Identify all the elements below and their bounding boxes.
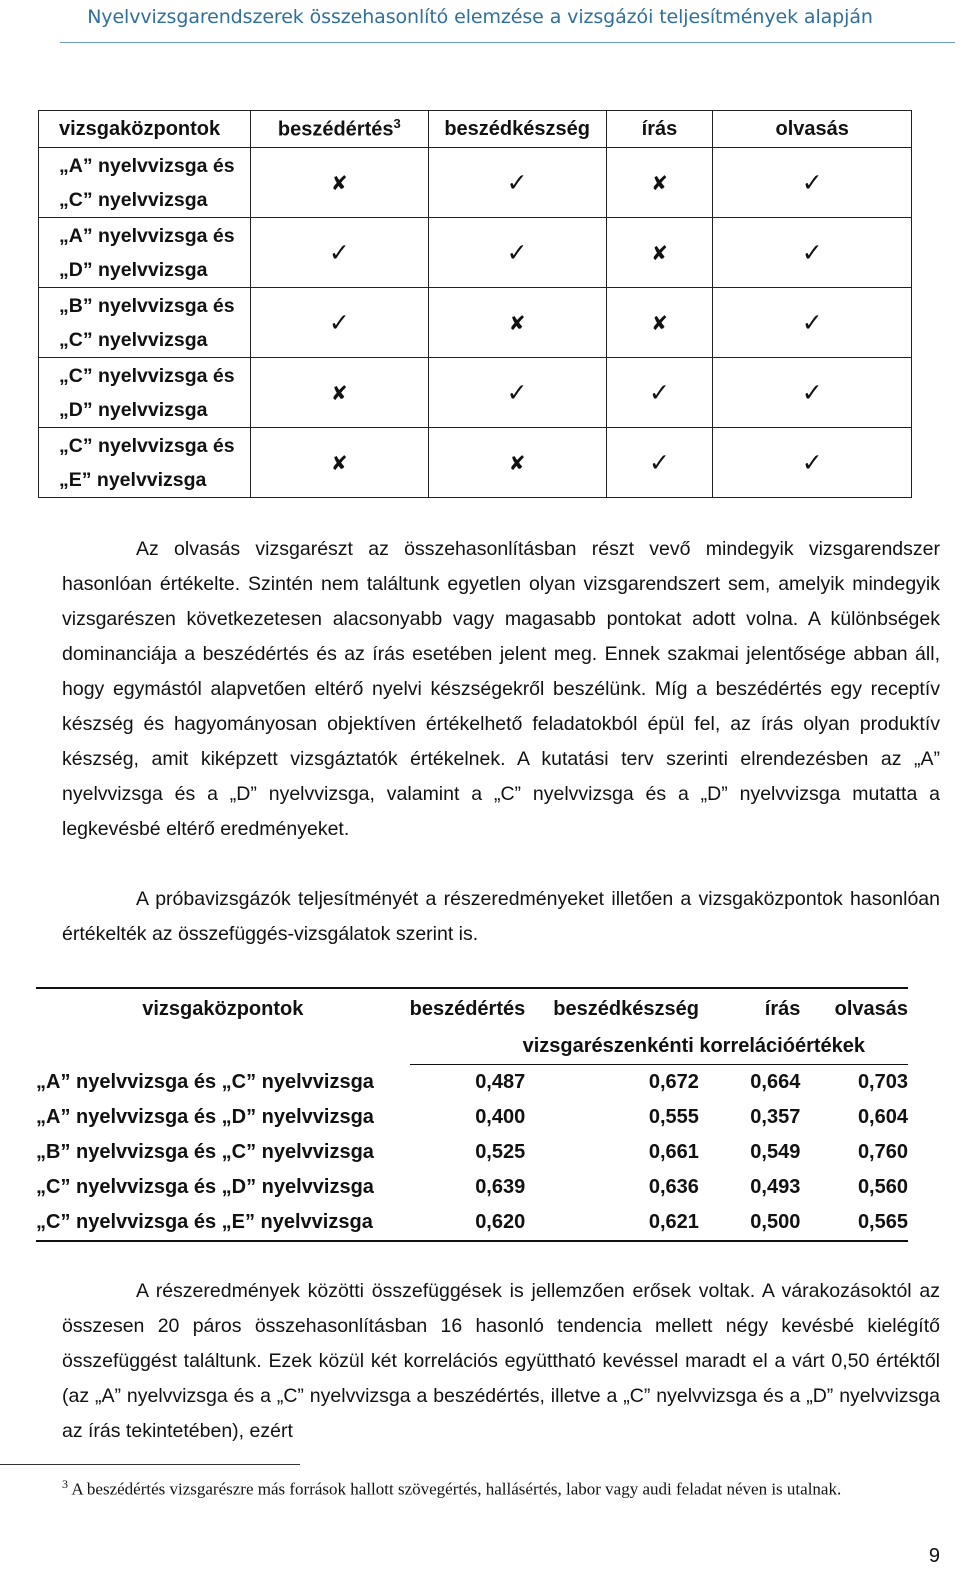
check-icon: ✓: [506, 377, 528, 407]
paragraph-1: Az olvasás vizsgarészt az összehasonlításban részt vevő mindegyik vizsgarendszer hasonlóan értékelte. Szintén nem találtunk egyetlen olyan vizsgarendszert sem, amelyik mindegyik vizsgarészen következetesen alacsonyabb vagy magasabb pontokat adott volna. A különbségek dominanciája a beszédértés és az írás esetében jelent meg. Ennek szakmai jelentősége abban áll, hogy egymástól alapvetően eltérő nyelvi készségekről beszélünk. Míg a beszédértés egy receptív készség és hagyományosan objektíven értékelhető feladatokból épül fel, az írás olyan produktív készség, amit kiképzett vizsgáztatók értékelnek. A kutatási terv szerinti elrendezésben az „A” nyelvvizsga és a „D” nyelvvizsga, valamint a „C” nyelvvizsga és a „D” nyelvvizsga mutatta a legkevésbé eltérő eredményeket.: [62, 538, 940, 840]
table2-row-label: „A” nyelvvizsga és „C” nyelvvizsga: [36, 1070, 374, 1093]
table2-value-cell: 0,400: [475, 1106, 526, 1128]
table2-value-cell: 0,661: [648, 1141, 699, 1163]
table1-row: [39, 148, 912, 218]
table1-row-label: [39, 218, 251, 288]
table1-header-listening: [250, 111, 428, 148]
table1-row: [39, 218, 912, 288]
skills-comparison-table: [38, 110, 912, 498]
table1-mark-cell: [428, 358, 606, 428]
footnote-text: A beszédértés vizsgarészre más források hallott szövegértés, hallásértés, labor vagy audi feladat néven is utalnak.: [71, 1479, 842, 1499]
table2-header-writing: írás: [699, 988, 800, 1029]
cross-icon: ✘: [651, 241, 668, 265]
table1-mark-cell: [606, 358, 713, 428]
cross-icon: ✘: [330, 451, 348, 475]
header-title: Nyelvvizsgarendszerek összehasonlító elemzése a vizsgázói teljesítmények alapján: [87, 6, 873, 28]
table1-mark-cell: [250, 218, 428, 288]
table1-row-label-line1: „C” nyelvvizsga és: [59, 364, 235, 387]
cross-icon: ✘: [508, 311, 526, 335]
table1-row: [39, 288, 912, 358]
table2-value-cell: 0,636: [648, 1176, 699, 1198]
table2-value-cell: 0,493: [750, 1176, 801, 1198]
table2-row: [36, 1205, 908, 1241]
table2-value-cell: 0,703: [857, 1071, 908, 1093]
cross-icon: ✘: [651, 171, 668, 195]
table1-row-label-line2: „E” nyelvvizsga: [59, 468, 207, 491]
table2-value-cell: 0,639: [475, 1176, 526, 1198]
table1-row-label: [39, 428, 251, 498]
cross-icon: ✘: [330, 381, 348, 405]
check-icon: ✓: [801, 167, 823, 197]
table1-mark-cell: [713, 218, 912, 288]
footnote: [62, 1472, 940, 1502]
table2-row: [36, 1170, 908, 1205]
footnote-marker: 3: [62, 1477, 68, 1491]
table1-mark-cell: [713, 428, 912, 498]
check-icon: ✓: [506, 167, 528, 197]
table2-value-cell: 0,664: [750, 1071, 801, 1093]
correlation-table: [36, 987, 908, 1242]
table1-row-label-line2: „C” nyelvvizsga: [59, 188, 208, 211]
table1-header-reading: olvasás: [713, 111, 912, 148]
check-icon: ✓: [649, 447, 670, 477]
paragraph-2: A próbavizsgázók teljesítményét a részeredményeket illetően a vizsgaközpontok hasonlóan értékelték az összefüggés-vizsgálatok szerint is.: [62, 888, 940, 945]
table1-row: [39, 428, 912, 498]
table2-value-cell: 0,555: [648, 1106, 699, 1128]
check-icon: ✓: [801, 447, 823, 477]
table2-subheader-row: [36, 1029, 908, 1065]
table2-value-cell: 0,760: [857, 1141, 908, 1163]
table2-header-row: [36, 988, 908, 1029]
table2-value-cell: 0,487: [475, 1071, 526, 1093]
table1-row-label-line1: „C” nyelvvizsga és: [59, 434, 235, 457]
table2-value-cell: 0,500: [699, 1205, 800, 1241]
table1-mark-cell: [250, 148, 428, 218]
page-number: 9: [928, 1545, 940, 1567]
check-icon: ✓: [649, 377, 670, 407]
table2-value-cell: 0,525: [475, 1141, 526, 1163]
check-icon: ✓: [801, 307, 823, 337]
check-icon: ✓: [506, 237, 528, 267]
table1-mark-cell: [428, 428, 606, 498]
check-icon: ✓: [328, 307, 350, 337]
cross-icon: ✘: [651, 311, 668, 335]
table1-mark-cell: [713, 358, 912, 428]
cross-icon: ✘: [508, 451, 526, 475]
table1-header-row: [39, 111, 912, 148]
table1-header-writing: írás: [606, 111, 713, 148]
table2-row-label: „C” nyelvvizsga és „E” nyelvvizsga: [36, 1205, 410, 1241]
page-header: [0, 0, 960, 28]
check-icon: ✓: [801, 377, 823, 407]
table2-row-label: „B” nyelvvizsga és „C” nyelvvizsga: [36, 1141, 374, 1163]
check-icon: ✓: [328, 237, 350, 267]
table1-mark-cell: [606, 428, 713, 498]
table2-value-cell: 0,357: [750, 1106, 801, 1128]
table1-row-label-line2: „C” nyelvvizsga: [59, 328, 208, 351]
table2-value-cell: 0,560: [857, 1176, 908, 1198]
table1-row-label: [39, 288, 251, 358]
table1-mark-cell: [250, 428, 428, 498]
table1-mark-cell: [250, 358, 428, 428]
table1-mark-cell: [606, 148, 713, 218]
table2-row: [36, 1135, 908, 1170]
table2-value-cell: 0,565: [800, 1205, 908, 1241]
check-icon: ✓: [801, 237, 823, 267]
table1-mark-cell: [428, 218, 606, 288]
table2-subheader-spacer: [36, 1029, 410, 1065]
table2-subheader: vizsgarészenkénti korrelációértékek: [410, 1029, 908, 1065]
table2-value-cell: 0,604: [857, 1106, 908, 1128]
table1-header-speaking: beszédkészség: [428, 111, 606, 148]
table1-row-label-line1: „B” nyelvvizsga és: [59, 294, 235, 317]
table2-row-label: „C” nyelvvizsga és „D” nyelvvizsga: [36, 1176, 374, 1198]
table1-mark-cell: [713, 148, 912, 218]
footnote-ref: 3: [393, 116, 401, 132]
table1-row-label-line1: „A” nyelvvizsga és: [59, 224, 235, 247]
table2-header-speaking: beszédkészség: [525, 988, 699, 1029]
footnote-rule: [0, 1464, 300, 1465]
table1-header-centers: vizsgaközpontok: [39, 111, 251, 148]
table2-row: [36, 1065, 908, 1101]
paragraph-3: A részeredmények közötti összefüggések is jellemzően erősek voltak. A várakozásoktól az összesen 20 páros összehasonlításban 16 hasonló tendencia mellett négy kevésbé kielégítő összefüggést találtunk. Ezek közül két korrelációs együttható kevéssel maradt el a várt 0,50 értéktől (az „A” nyelvvizsga és a „C” nyelvvizsga a beszédértés, illetve a „C” nyelvvizsga és a „D” nyelvvizsga az írás tekintetében), ezért: [62, 1280, 940, 1442]
header-rule: [60, 42, 955, 43]
table2-value-cell: 0,621: [525, 1205, 699, 1241]
table2-row-label: „A” nyelvvizsga és „D” nyelvvizsga: [36, 1106, 374, 1128]
table1-mark-cell: [428, 148, 606, 218]
table1-row: [39, 358, 912, 428]
table1-mark-cell: [606, 218, 713, 288]
table2-header-listening: beszédértés: [410, 988, 526, 1029]
table2-header-reading: olvasás: [800, 988, 908, 1029]
table1-row-label: [39, 148, 251, 218]
table2-row: [36, 1100, 908, 1135]
table1-row-label: [39, 358, 251, 428]
table2-value-cell: 0,549: [750, 1141, 801, 1163]
table1-mark-cell: [713, 288, 912, 358]
table1-mark-cell: [606, 288, 713, 358]
table1-body: [39, 148, 912, 498]
table2-value-cell: 0,672: [648, 1071, 699, 1093]
table1-row-label-line2: „D” nyelvvizsga: [59, 258, 208, 281]
table1-header-listening-label: beszédértés: [277, 118, 394, 141]
table1-row-label-line1: „A” nyelvvizsga és: [59, 154, 235, 177]
table2-body: [36, 1065, 908, 1242]
table2-header-centers: vizsgaközpontok: [36, 988, 410, 1029]
table1-mark-cell: [250, 288, 428, 358]
table1-row-label-line2: „D” nyelvvizsga: [59, 398, 208, 421]
table2-value-cell: 0,620: [410, 1205, 526, 1241]
table1-mark-cell: [428, 288, 606, 358]
cross-icon: ✘: [330, 171, 348, 195]
